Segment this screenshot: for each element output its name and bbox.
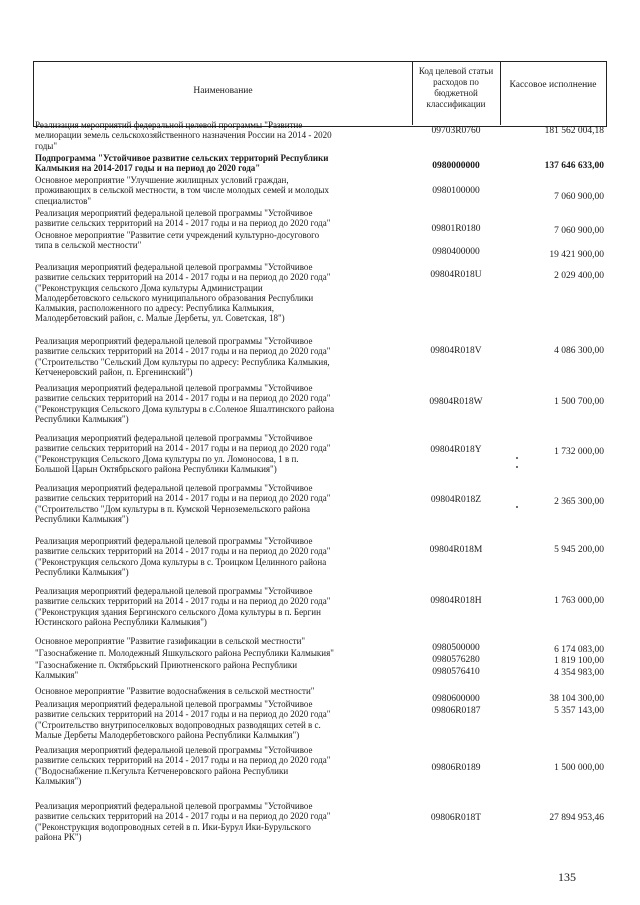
row-amount: 5 945 200,00 [554, 545, 604, 555]
row-name: Реализация мероприятий федеральной целевой программы "Устойчивое развитие сельских территорий на 2014 - 2017 годы и на период до 2020 года" ("Реконструкция водопроводных сетей в п. Ики-Бурул Ики-Бурульского района РК") [35, 801, 331, 842]
row-amount: 7 060 900,00 [554, 192, 604, 202]
row-amount: 1 500 700,00 [554, 397, 604, 407]
scan-speck [516, 506, 518, 508]
row-name: Основное мероприятие "Развитие газификации в сельской местности" [35, 636, 306, 646]
row-name: Основное мероприятие "Развитие сети учреждений культурно-досугового типа в сельской местности" [35, 230, 320, 251]
row-code: 0980500000 [432, 643, 480, 653]
row-amount: 19 421 900,00 [549, 250, 604, 260]
row-amount: 6 174 083,00 [554, 645, 604, 655]
header-divider-1 [412, 61, 413, 125]
row-code: 09804R018V [430, 346, 482, 356]
row-code: 09801R0180 [431, 224, 481, 234]
row-amount: 7 060 900,00 [554, 226, 604, 236]
row-name: Реализация мероприятий федеральной целевой программы "Устойчивое развитие сельских территорий на 2014 - 2017 годы и на период до 2020 года" ("Строительство "Дом культуры в п. Кумской Черноземельского района Республики Калмыкия") [35, 483, 331, 524]
row-name: "Газоснабжение п. Молодежный Яшкульского района Республики Калмыкия" [35, 648, 334, 658]
row-amount: 1 763 000,00 [554, 596, 604, 606]
header-code: Код целевой статьи расходов по бюджетной классификации [418, 66, 494, 109]
row-code: 09804R018H [430, 596, 482, 606]
row-name: Реализация мероприятий федеральной целевой программы "Устойчивое развитие сельских территорий на 2014 - 2017 годы и на период до 2020 года" ("Реконструкция сельского Дома культуры в с. Троицком Целинного района Республики Калмыкия") [35, 536, 331, 577]
row-code: 0980400000 [432, 247, 480, 257]
row-code: 09806R018T [430, 813, 482, 823]
row-name: Реализация мероприятий федеральной целевой программы "Устойчивое развитие сельских территорий на 2014 - 2017 годы и на период до 2020 года" ("Реконструкция здания Бергинского сельского Дома культуры в п. Бергин Юстинского района Республики Калмыкия") [35, 586, 331, 627]
row-code: 0980600000 [432, 694, 480, 704]
scan-speck [516, 466, 518, 468]
row-name: Реализация мероприятий федеральной целевой программы "Устойчивое развитие сельских территорий на 2014 - 2017 годы и на период до 2020 года" ("Реконструкция сельского Дома культуры Администрации Малодербетовского сельского муниципального образования Республики Калмыкия, расположенного по адресу: Республика Калмыкия, Малодербетовский район, с. Малые Дербеты, ул. Советская, 18") [35, 262, 331, 324]
row-amount: 4 354 983,00 [554, 668, 604, 678]
header-name: Наименование [193, 86, 253, 96]
row-code: 09804R018Y [430, 445, 482, 455]
row-name: "Газоснабжение п. Октябрьский Приютненского района Республики Калмыкия" [35, 660, 298, 681]
scan-speck [516, 457, 518, 459]
page-number: 135 [558, 870, 576, 884]
row-name: Реализация мероприятий федеральной целевой программы "Развитие мелиорации земель сельскохозяйственного назначения России на 2014 - 2020 годы" [35, 120, 332, 151]
header-amount: Кассовое исполнение [509, 80, 597, 90]
row-code: 0980000000 [432, 161, 480, 171]
row-code: 09806R0187 [431, 706, 481, 716]
row-amount: 4 086 300,00 [554, 346, 604, 356]
row-name: Реализация мероприятий федеральной целевой программы "Устойчивое развитие сельских территорий на 2014 - 2017 годы и на период до 2020 года" ("Строительство внутрипоселковых водопроводных разводящих сетей в с. Малые Дербеты Малодербетовского района Республики Калмыкия") [35, 699, 331, 740]
row-amount: 5 357 143,00 [554, 706, 604, 716]
row-name: Подпрограмма "Устойчивое развитие сельских территорий Республики Калмыкия на 2014-2017 годы и на период до 2020 года" [35, 153, 329, 174]
row-amount: 27 894 953,46 [549, 813, 604, 823]
row-amount: 137 646 633,00 [544, 161, 604, 171]
row-code: 09806R0189 [431, 763, 481, 773]
row-name: Реализация мероприятий федеральной целевой программы "Устойчивое развитие сельских территорий на 2014 - 2017 годы и на период до 2020 года" [35, 208, 331, 229]
row-amount: 38 104 300,00 [549, 694, 604, 704]
row-code: 09804R018M [429, 545, 483, 555]
row-name: Реализация мероприятий федеральной целевой программы "Устойчивое развитие сельских территорий на 2014 - 2017 годы и на период до 2020 года" ("Реконструкция Сельского Дома культуры по ул. Ломоносова, 1 в п. Большой Царын Октябрьского района Республики Калмыкия") [35, 433, 331, 474]
row-name: Реализация мероприятий федеральной целевой программы "Устойчивое развитие сельских территорий на 2014 - 2017 годы и на период до 2020 года" ("Реконструкция Сельского Дома культуры в с.Соленое Яшалтинского района Республики Калмыкия") [35, 383, 335, 424]
row-code: 09804R018U [430, 270, 482, 280]
row-code: 0980100000 [432, 186, 480, 196]
row-code: 09804R018W [429, 397, 483, 407]
row-amount: 2 029 400,00 [554, 271, 604, 281]
row-amount: 1 500 000,00 [554, 763, 604, 773]
row-code: 0980576280 [432, 655, 480, 665]
row-amount: 2 365 300,00 [554, 497, 604, 507]
row-amount: 181 562 004,18 [544, 126, 604, 136]
header-divider-2 [500, 61, 501, 125]
row-name: Реализация мероприятий федеральной целевой программы "Устойчивое развитие сельских территорий на 2014 - 2017 годы и на период до 2020 года" ("Строительство "Сельский Дом культуры по адресу: Республика Калмыкия, Кетченеровский район, п. Ергенинский") [35, 336, 331, 377]
row-amount: 1 732 000,00 [554, 447, 604, 457]
row-name: Основное мероприятие "Улучшение жилищных условий граждан, проживающих в сельской местности, в том числе молодых семей и молодых специалистов" [35, 175, 329, 206]
row-name: Основное мероприятие "Развитие водоснабжения в сельской местности" [35, 686, 315, 696]
row-code: 09703R0760 [431, 126, 481, 136]
row-name: Реализация мероприятий федеральной целевой программы "Устойчивое развитие сельских территорий на 2014 - 2017 годы и на период до 2020 года" ("Водоснабжение п.Кегульта Кетченеровского района Республики Калмыкия") [35, 745, 331, 786]
row-amount: 1 819 100,00 [554, 656, 604, 666]
row-code: 0980576410 [432, 667, 480, 677]
row-code: 09804R018Z [430, 495, 482, 505]
